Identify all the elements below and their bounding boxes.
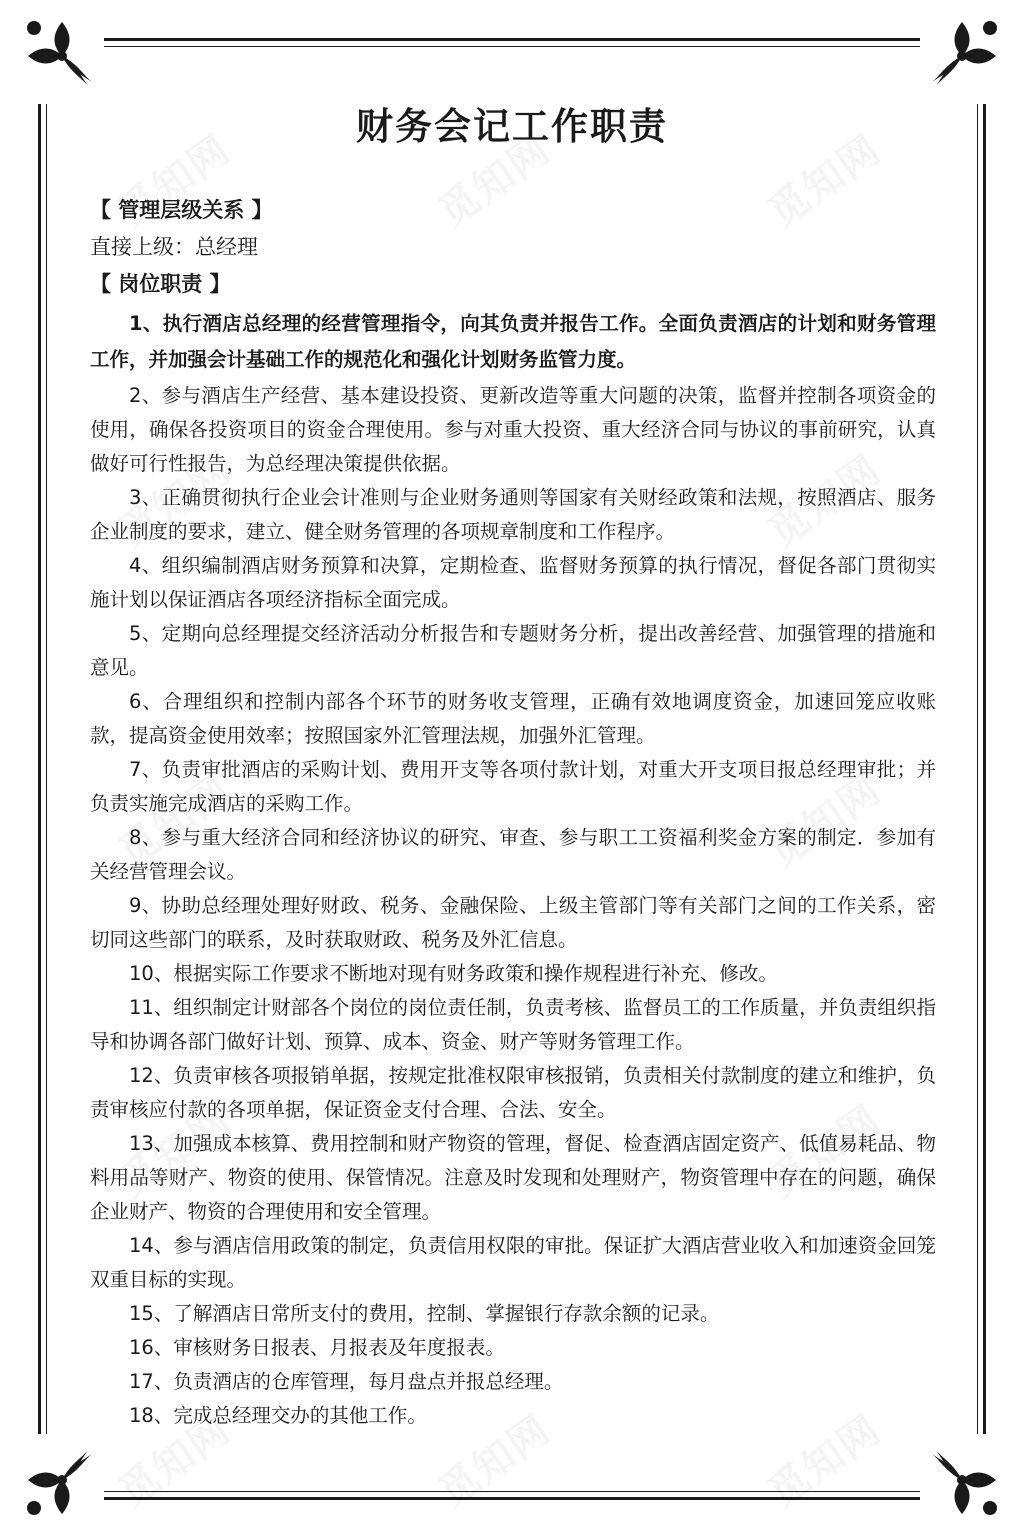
corner-ornament-icon (922, 1440, 1002, 1520)
duty-item: 8、参与重大经济合同和经济协议的研究、审查、参与职工工资福利奖金方案的制定．参加有关经营管理会议。 (90, 826, 936, 883)
corner-ornament-icon (22, 16, 102, 96)
frame-left-inner (46, 104, 47, 1434)
duty-item: 7、负责审批酒店的采购计划、费用开支等各项付款计划，对重大开支项目报总经理审批；并负责实施完成酒店的采购工作。 (90, 758, 936, 815)
duty-item: 13、加强成本核算、费用控制和财产物资的管理，督促、检查酒店固定资产、低值易耗品、物料用品等财产、物资的使用、保管情况。注意及时发现和处理财产，物资管理中存在的问题，确保企业财产、物资的合理使用和安全管理。 (90, 1132, 936, 1223)
section-heading-duties: 【 岗位职责 】 (90, 272, 231, 296)
duty-item: 4、组织编制酒店财务预算和决算，定期检查、监督财务预算的执行情况，督促各部门贯彻实施计划以保证酒店各项经济指标全面完成。 (90, 554, 936, 611)
duty-item: 17、负责酒店的仓库管理，每月盘点并报总经理。 (129, 1370, 564, 1393)
frame-top-inner (104, 46, 920, 47)
duty-item: 5、定期向总经理提交经济活动分析报告和专题财务分析，提出改善经营、加强管理的措施和意见。 (90, 622, 936, 679)
corner-ornament-icon (922, 16, 1002, 96)
document-body (90, 192, 936, 1433)
duty-item: 10、根据实际工作要求不断地对现有财务政策和操作规程进行补充、修改。 (129, 962, 778, 985)
section-heading-hierarchy: 【 管理层级关系 】 (90, 198, 273, 222)
duty-item: 6、合理组织和控制内部各个环节的财务收支管理，正确有效地调度资金，加速回笼应收账款，提高资金使用效率；按照国家外汇管理法规，加强外汇管理。 (90, 690, 936, 747)
corner-ornament-icon (22, 1440, 102, 1520)
direct-superior: 直接上级：总经理 (90, 235, 258, 259)
duty-list (90, 306, 936, 1433)
duty-item: 3、正确贯彻执行企业会计准则与企业财务通则等国家有关财经政策和法规，按照酒店、服务企业制度的要求，建立、健全财务管理的各项规章制度和工作程序。 (90, 486, 936, 543)
frame-left-outer (38, 104, 41, 1434)
duty-item: 11、组织制定计财部各个岗位的岗位责任制，负责考核、监督员工的工作质量，并负责组织指导和协调各部门做好计划、预算、成本、资金、财产等财务管理工作。 (90, 996, 936, 1053)
page-title: 财务会记工作职责 (356, 104, 668, 148)
duty-item: 9、协助总经理处理好财政、税务、金融保险、上级主管部门等有关部门之间的工作关系，密切同这些部门的联系，及时获取财政、税务及外汇信息。 (90, 894, 936, 951)
duty-item: 15、了解酒店日常所支付的费用，控制、掌握银行存款余额的记录。 (129, 1302, 720, 1325)
frame-top-outer (104, 38, 920, 41)
duty-item: 1、执行酒店总经理的经营管理指令，向其负责并报告工作。全面负责酒店的计划和财务管理工作，并加强会计基础工作的规范化和强化计划财务监管力度。 (90, 312, 936, 371)
duty-item: 12、负责审核各项报销单据，按规定批准权限审核报销，负责相关付款制度的建立和维护，负责审核应付款的各项单据，保证资金支付合理、合法、安全。 (90, 1064, 936, 1121)
duty-item: 18、完成总经理交办的其他工作。 (129, 1404, 427, 1427)
duty-item: 16、审核财务日报表、月报表及年度报表。 (129, 1336, 505, 1359)
frame-right-outer (983, 104, 986, 1434)
duty-item: 2、参与酒店生产经营、基本建设投资、更新改造等重大问题的决策，监督并控制各项资金的使用，确保各投资项目的资金合理使用。参与对重大投资、重大经济合同与协议的事前研究，认真做好可行性报告，为总经理决策提供依据。 (90, 384, 936, 475)
duty-item: 14、参与酒店信用政策的制定，负责信用权限的审批。保证扩大酒店营业收入和加速资金回笼双重目标的实现。 (90, 1234, 936, 1291)
frame-right-inner (977, 104, 978, 1434)
